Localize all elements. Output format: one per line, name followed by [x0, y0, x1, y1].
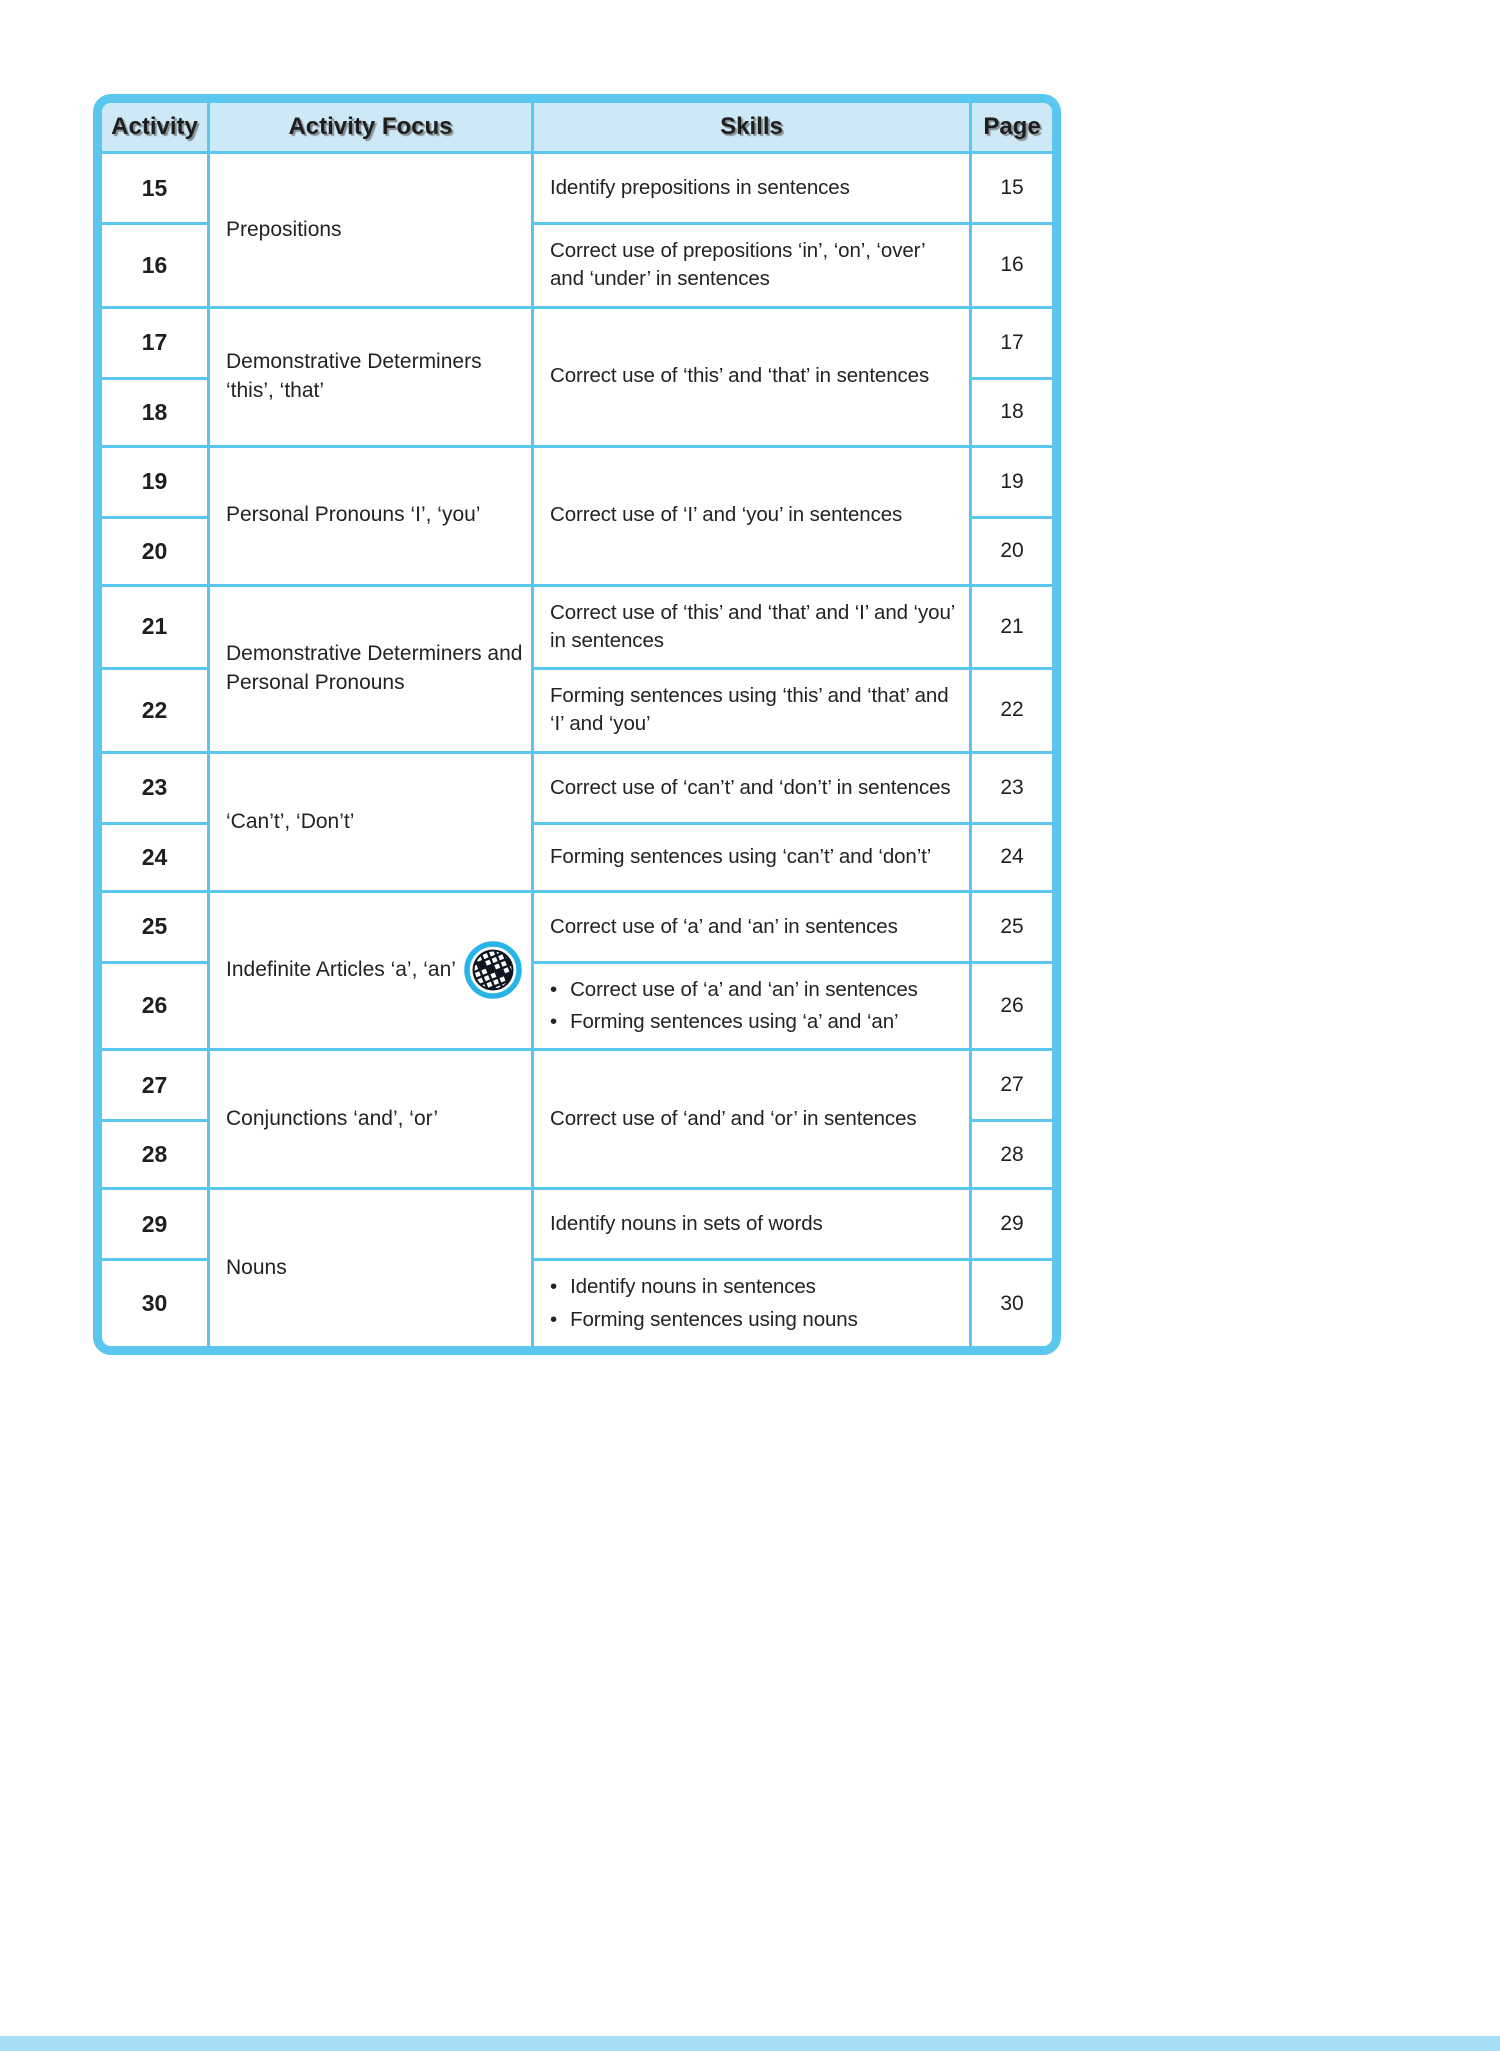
activity-number: 19	[102, 448, 210, 516]
activity-number: 16	[102, 222, 210, 306]
activity-focus-cell	[210, 893, 534, 1049]
page-number: 30	[972, 1258, 1052, 1346]
skill-text: Correct use of ‘can’t’ and ‘don’t’ in sentences	[550, 775, 951, 799]
skills-cell	[534, 822, 972, 890]
activity-focus-text: Demonstrative Determiners and Personal Pronouns	[226, 642, 523, 694]
table-group	[102, 1187, 1052, 1346]
table-group	[102, 751, 1052, 890]
header-activity-focus: Activity Focus	[210, 103, 534, 151]
page-number: 18	[972, 377, 1052, 445]
activity-number: 26	[102, 961, 210, 1049]
activity-number: 21	[102, 587, 210, 668]
skill-text: Identify prepositions in sentences	[550, 175, 850, 199]
skills-cell	[534, 1190, 972, 1258]
activity-number: 29	[102, 1190, 210, 1258]
skill-text: Forming sentences using nouns	[570, 1307, 858, 1331]
skills-cell	[534, 587, 972, 668]
skills-cell	[534, 1258, 972, 1346]
page-number: 16	[972, 222, 1052, 306]
page-number: 17	[1000, 330, 1024, 354]
activity-number: 24	[102, 822, 210, 890]
activity-focus-cell	[210, 1190, 534, 1346]
page-number: 27	[1000, 1073, 1024, 1097]
activity-number: 20	[102, 516, 210, 584]
activity-number: 18	[102, 377, 210, 445]
skills-cell	[534, 893, 972, 961]
skills-cell	[534, 1051, 972, 1187]
bullet-icon: •	[550, 1275, 558, 1299]
table-group	[102, 445, 1052, 584]
page-number: 25	[1000, 914, 1024, 938]
skill-text: Forming sentences using ‘a’ and ‘an’	[570, 1009, 899, 1033]
page-number: 19	[1000, 469, 1024, 493]
activity-focus-text: Demonstrative Determiners ‘this’, ‘that’	[226, 350, 482, 402]
header-skills: Skills	[534, 103, 972, 151]
table-group	[102, 584, 1052, 751]
activity-number: 15	[102, 154, 210, 222]
skill-text: Correct use of ‘I’ and ‘you’ in sentences	[550, 503, 903, 527]
table-group	[102, 306, 1052, 445]
skills-cell	[534, 754, 972, 822]
activity-focus-text: ‘Can’t’, ‘Don’t’	[226, 809, 355, 833]
activity-focus-cell	[210, 309, 534, 445]
activity-focus-text: Nouns	[226, 1255, 287, 1279]
skill-text: Identify nouns in sets of words	[550, 1212, 823, 1236]
activity-number: 30	[102, 1258, 210, 1346]
skills-cell	[534, 309, 972, 445]
bullet-icon: •	[550, 1009, 558, 1033]
skill-text: Correct use of ‘this’ and ‘that’ in sentences	[550, 364, 930, 388]
activity-number: 27	[102, 1051, 210, 1119]
page-number: 26	[972, 961, 1052, 1049]
activity-number: 22	[102, 667, 210, 751]
skill-text: Correct use of ‘a’ and ‘an’ in sentences	[570, 977, 918, 1001]
activity-contents-table	[93, 94, 1061, 1355]
page-number: 23	[1000, 775, 1024, 799]
page-number: 20	[972, 516, 1052, 584]
skills-cell	[534, 667, 972, 751]
skill-text: Correct use of prepositions ‘in’, ‘on’, ‘over’ and ‘under’ in sentences	[550, 239, 925, 291]
page-number: 28	[972, 1119, 1052, 1187]
header-page: Page	[983, 113, 1041, 140]
activity-focus-text: Conjunctions ‘and’, ‘or’	[226, 1107, 439, 1131]
page-footer-bar	[0, 2036, 1500, 2051]
activity-focus-text: Indefinite Articles ‘a’, ‘an’	[226, 958, 456, 982]
bullet-icon: •	[550, 977, 558, 1001]
page-number: 24	[972, 822, 1052, 890]
page-number: 29	[1000, 1212, 1024, 1236]
activity-focus-cell	[210, 154, 534, 306]
skill-text: Correct use of ‘this’ and ‘that’ and ‘I’ and ‘you’ in sentences	[550, 600, 955, 652]
skills-cell	[534, 448, 972, 584]
table-group	[102, 1048, 1052, 1187]
activity-focus-cell	[210, 448, 534, 584]
activity-focus-cell	[210, 754, 534, 890]
activity-number: 28	[102, 1119, 210, 1187]
table-header	[102, 103, 1052, 154]
skills-cell	[534, 961, 972, 1049]
activity-focus-text: Personal Pronouns ‘I’, ‘you’	[226, 503, 481, 527]
page-number: 21	[1000, 614, 1024, 638]
table-group	[102, 154, 1052, 306]
skill-text: Forming sentences using ‘can’t’ and ‘don’t’	[550, 845, 932, 869]
page-number: 22	[972, 667, 1052, 751]
skill-text: Forming sentences using ‘this’ and ‘that’ and ‘I’ and ‘you’	[550, 684, 949, 736]
skills-cell	[534, 222, 972, 306]
skill-text: Identify nouns in sentences	[570, 1275, 816, 1299]
skill-text: Correct use of ‘a’ and ‘an’ in sentences	[550, 914, 898, 938]
activity-number: 17	[102, 309, 210, 377]
activity-number: 23	[102, 754, 210, 822]
pixel-sphere-badge-icon	[464, 941, 522, 999]
table-body	[102, 154, 1052, 1346]
page-number: 15	[1000, 176, 1024, 199]
activity-focus-text: Prepositions	[226, 217, 342, 241]
activity-focus-cell	[210, 1051, 534, 1187]
activity-number: 25	[102, 893, 210, 961]
bullet-icon: •	[550, 1307, 558, 1331]
skills-cell	[534, 154, 972, 222]
skill-text: Correct use of ‘and’ and ‘or’ in sentences	[550, 1107, 917, 1131]
table-group	[102, 890, 1052, 1049]
activity-focus-cell	[210, 587, 534, 751]
header-activity: Activity	[102, 103, 210, 151]
